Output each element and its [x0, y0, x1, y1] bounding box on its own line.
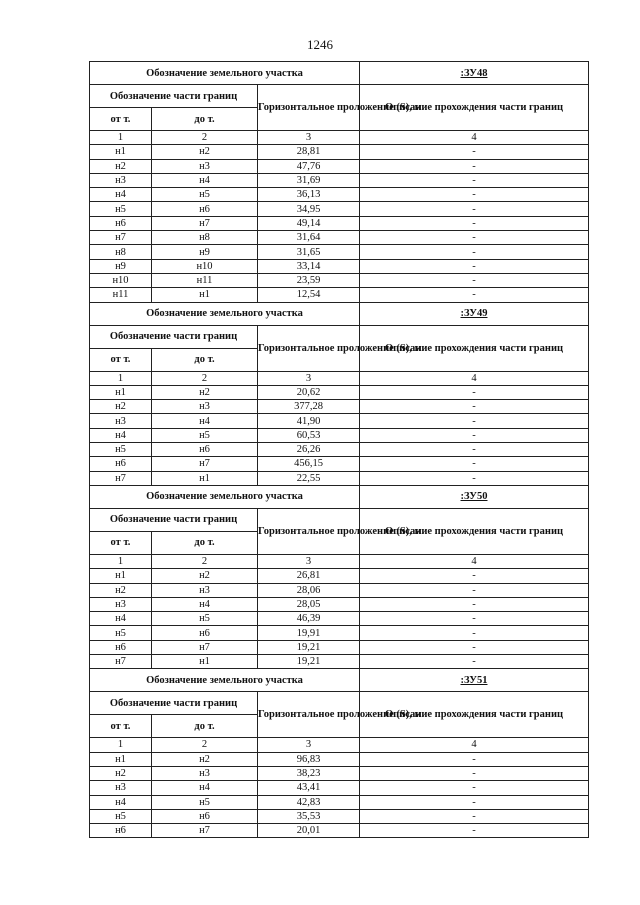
horizontal-distance: 60,53 — [258, 428, 360, 442]
table-row — [90, 766, 589, 780]
from-point: н2 — [90, 400, 152, 414]
from-point: н2 — [90, 583, 152, 597]
to-point: н4 — [152, 414, 258, 428]
from-point: н11 — [90, 288, 152, 302]
from-point: н9 — [90, 259, 152, 273]
column-number-row — [90, 371, 589, 385]
column-number: 1 — [90, 738, 152, 752]
boundary-part-label: Обозначение части границ — [90, 85, 258, 108]
designation-label: Обозначение земельного участка — [90, 302, 360, 325]
boundary-description: - — [360, 443, 589, 457]
boundary-description: - — [360, 428, 589, 442]
boundary-description: - — [360, 766, 589, 780]
to-point: н11 — [152, 273, 258, 287]
table-row — [90, 288, 589, 302]
to-label: до т. — [152, 348, 258, 371]
to-point: н1 — [152, 288, 258, 302]
column-number: 2 — [152, 371, 258, 385]
from-point: н5 — [90, 809, 152, 823]
from-point: н3 — [90, 597, 152, 611]
horizontal-label: Горизонтальное проложение (S), м — [258, 508, 360, 554]
designation-label: Обозначение земельного участка — [90, 669, 360, 692]
table-row — [90, 781, 589, 795]
table-row — [90, 273, 589, 287]
boundary-part-label: Обозначение части границ — [90, 508, 258, 531]
boundary-description: - — [360, 612, 589, 626]
parcel-code: :ЗУ50 — [360, 485, 589, 508]
boundary-description: - — [360, 640, 589, 654]
to-point: н9 — [152, 245, 258, 259]
table-row — [90, 471, 589, 485]
from-point: н1 — [90, 145, 152, 159]
horizontal-distance: 41,90 — [258, 414, 360, 428]
table-row — [90, 752, 589, 766]
table-row — [90, 259, 589, 273]
table-row — [90, 457, 589, 471]
table-row — [90, 809, 589, 823]
horizontal-distance: 26,26 — [258, 443, 360, 457]
from-point: н4 — [90, 612, 152, 626]
to-point: н10 — [152, 259, 258, 273]
column-number: 4 — [360, 131, 589, 145]
table-row — [90, 824, 589, 838]
to-point: н6 — [152, 202, 258, 216]
column-number: 1 — [90, 371, 152, 385]
to-point: н6 — [152, 809, 258, 823]
section-header — [90, 302, 589, 325]
boundary-description: - — [360, 414, 589, 428]
table-row — [90, 202, 589, 216]
table-row — [90, 612, 589, 626]
column-header-row — [90, 692, 589, 715]
horizontal-distance: 47,76 — [258, 159, 360, 173]
from-point: н4 — [90, 428, 152, 442]
parcel-code: :ЗУ48 — [360, 62, 589, 85]
to-point: н4 — [152, 781, 258, 795]
column-number: 3 — [258, 738, 360, 752]
from-point: н6 — [90, 457, 152, 471]
from-point: н1 — [90, 752, 152, 766]
table-row — [90, 145, 589, 159]
boundary-part-label: Обозначение части границ — [90, 692, 258, 715]
horizontal-distance: 34,95 — [258, 202, 360, 216]
horizontal-distance: 33,14 — [258, 259, 360, 273]
horizontal-distance: 20,62 — [258, 385, 360, 399]
horizontal-distance: 31,64 — [258, 231, 360, 245]
boundary-table — [89, 61, 589, 838]
horizontal-label: Горизонтальное проложение (S), м — [258, 692, 360, 738]
table-row — [90, 583, 589, 597]
table-row — [90, 414, 589, 428]
horizontal-distance: 38,23 — [258, 766, 360, 780]
from-point: н5 — [90, 443, 152, 457]
column-number-row — [90, 131, 589, 145]
column-number: 1 — [90, 131, 152, 145]
horizontal-distance: 23,59 — [258, 273, 360, 287]
boundary-description: - — [360, 795, 589, 809]
to-point: н7 — [152, 640, 258, 654]
horizontal-distance: 12,54 — [258, 288, 360, 302]
column-number: 3 — [258, 371, 360, 385]
horizontal-distance: 28,81 — [258, 145, 360, 159]
column-number: 2 — [152, 131, 258, 145]
horizontal-distance: 96,83 — [258, 752, 360, 766]
from-point: н8 — [90, 245, 152, 259]
boundary-description: - — [360, 231, 589, 245]
table-row — [90, 640, 589, 654]
horizontal-distance: 31,69 — [258, 173, 360, 187]
from-point: н3 — [90, 414, 152, 428]
boundary-description: - — [360, 145, 589, 159]
boundary-description: - — [360, 752, 589, 766]
section-header — [90, 485, 589, 508]
parcel-code: :ЗУ49 — [360, 302, 589, 325]
from-point: н5 — [90, 626, 152, 640]
column-number: 4 — [360, 554, 589, 568]
from-point: н1 — [90, 569, 152, 583]
column-number: 2 — [152, 738, 258, 752]
from-point: н4 — [90, 188, 152, 202]
boundary-description: - — [360, 273, 589, 287]
from-point: н6 — [90, 824, 152, 838]
to-point: н3 — [152, 766, 258, 780]
to-point: н2 — [152, 385, 258, 399]
from-label: от т. — [90, 715, 152, 738]
boundary-description: - — [360, 457, 589, 471]
from-label: от т. — [90, 108, 152, 131]
horizontal-distance: 19,91 — [258, 626, 360, 640]
horizontal-distance: 43,41 — [258, 781, 360, 795]
horizontal-label: Горизонтальное проложение (S), м — [258, 325, 360, 371]
horizontal-distance: 35,53 — [258, 809, 360, 823]
boundary-description: - — [360, 781, 589, 795]
boundary-description: - — [360, 400, 589, 414]
column-number: 3 — [258, 554, 360, 568]
boundary-description: - — [360, 569, 589, 583]
table-row — [90, 245, 589, 259]
boundary-description: - — [360, 216, 589, 230]
table-row — [90, 795, 589, 809]
column-number-row — [90, 554, 589, 568]
from-point: н5 — [90, 202, 152, 216]
boundary-description: - — [360, 583, 589, 597]
from-point: н7 — [90, 471, 152, 485]
to-point: н4 — [152, 173, 258, 187]
to-point: н5 — [152, 795, 258, 809]
designation-label: Обозначение земельного участка — [90, 485, 360, 508]
to-point: н7 — [152, 824, 258, 838]
horizontal-label: Горизонтальное проложение (S), м — [258, 85, 360, 131]
from-point: н1 — [90, 385, 152, 399]
to-point: н3 — [152, 159, 258, 173]
description-label: Описание прохождения части границ — [360, 325, 589, 371]
to-point: н7 — [152, 457, 258, 471]
section-header — [90, 62, 589, 85]
boundary-description: - — [360, 385, 589, 399]
boundary-description: - — [360, 626, 589, 640]
table-row — [90, 569, 589, 583]
boundary-description: - — [360, 188, 589, 202]
to-point: н2 — [152, 752, 258, 766]
description-label: Описание прохождения части границ — [360, 508, 589, 554]
to-point: н6 — [152, 626, 258, 640]
table-row — [90, 385, 589, 399]
boundary-description: - — [360, 471, 589, 485]
to-label: до т. — [152, 715, 258, 738]
from-point: н4 — [90, 795, 152, 809]
table-row — [90, 400, 589, 414]
table-row — [90, 216, 589, 230]
from-point: н2 — [90, 159, 152, 173]
horizontal-distance: 19,21 — [258, 640, 360, 654]
boundary-description: - — [360, 202, 589, 216]
table-row — [90, 231, 589, 245]
to-point: н7 — [152, 216, 258, 230]
table-row — [90, 597, 589, 611]
table-row — [90, 159, 589, 173]
to-point: н8 — [152, 231, 258, 245]
page-number: 1246 — [307, 37, 333, 52]
to-point: н2 — [152, 569, 258, 583]
column-number: 3 — [258, 131, 360, 145]
boundary-description: - — [360, 809, 589, 823]
to-point: н5 — [152, 188, 258, 202]
column-header-row — [90, 325, 589, 348]
horizontal-distance: 377,28 — [258, 400, 360, 414]
column-number: 2 — [152, 554, 258, 568]
boundary-description: - — [360, 288, 589, 302]
from-point: н6 — [90, 640, 152, 654]
table-row — [90, 173, 589, 187]
boundary-part-label: Обозначение части границ — [90, 325, 258, 348]
from-point: н3 — [90, 781, 152, 795]
to-point: н3 — [152, 583, 258, 597]
column-number: 1 — [90, 554, 152, 568]
to-point: н6 — [152, 443, 258, 457]
horizontal-distance: 456,15 — [258, 457, 360, 471]
column-number-row — [90, 738, 589, 752]
to-label: до т. — [152, 108, 258, 131]
from-point: н2 — [90, 766, 152, 780]
horizontal-distance: 20,01 — [258, 824, 360, 838]
to-point: н3 — [152, 400, 258, 414]
horizontal-distance: 36,13 — [258, 188, 360, 202]
table-row — [90, 428, 589, 442]
column-header-row — [90, 508, 589, 531]
horizontal-distance: 22,55 — [258, 471, 360, 485]
table-row — [90, 626, 589, 640]
to-label: до т. — [152, 531, 258, 554]
from-point: н7 — [90, 655, 152, 669]
table-row — [90, 655, 589, 669]
boundary-description: - — [360, 245, 589, 259]
from-point: н7 — [90, 231, 152, 245]
boundary-description: - — [360, 259, 589, 273]
horizontal-distance: 28,05 — [258, 597, 360, 611]
from-point: н6 — [90, 216, 152, 230]
to-point: н1 — [152, 655, 258, 669]
description-label: Описание прохождения части границ — [360, 85, 589, 131]
boundary-description: - — [360, 824, 589, 838]
horizontal-distance: 19,21 — [258, 655, 360, 669]
from-label: от т. — [90, 531, 152, 554]
column-number: 4 — [360, 738, 589, 752]
boundary-description: - — [360, 597, 589, 611]
horizontal-distance: 42,83 — [258, 795, 360, 809]
to-point: н4 — [152, 597, 258, 611]
from-point: н3 — [90, 173, 152, 187]
table-row — [90, 188, 589, 202]
to-point: н2 — [152, 145, 258, 159]
to-point: н1 — [152, 471, 258, 485]
parcel-code: :ЗУ51 — [360, 669, 589, 692]
column-number: 4 — [360, 371, 589, 385]
description-label: Описание прохождения части границ — [360, 692, 589, 738]
designation-label: Обозначение земельного участка — [90, 62, 360, 85]
boundary-description: - — [360, 159, 589, 173]
column-header-row — [90, 85, 589, 108]
horizontal-distance: 31,65 — [258, 245, 360, 259]
horizontal-distance: 26,81 — [258, 569, 360, 583]
horizontal-distance: 49,14 — [258, 216, 360, 230]
boundary-description: - — [360, 655, 589, 669]
boundary-description: - — [360, 173, 589, 187]
from-point: н10 — [90, 273, 152, 287]
from-label: от т. — [90, 348, 152, 371]
to-point: н5 — [152, 428, 258, 442]
horizontal-distance: 46,39 — [258, 612, 360, 626]
section-header — [90, 669, 589, 692]
to-point: н5 — [152, 612, 258, 626]
horizontal-distance: 28,06 — [258, 583, 360, 597]
table-row — [90, 443, 589, 457]
